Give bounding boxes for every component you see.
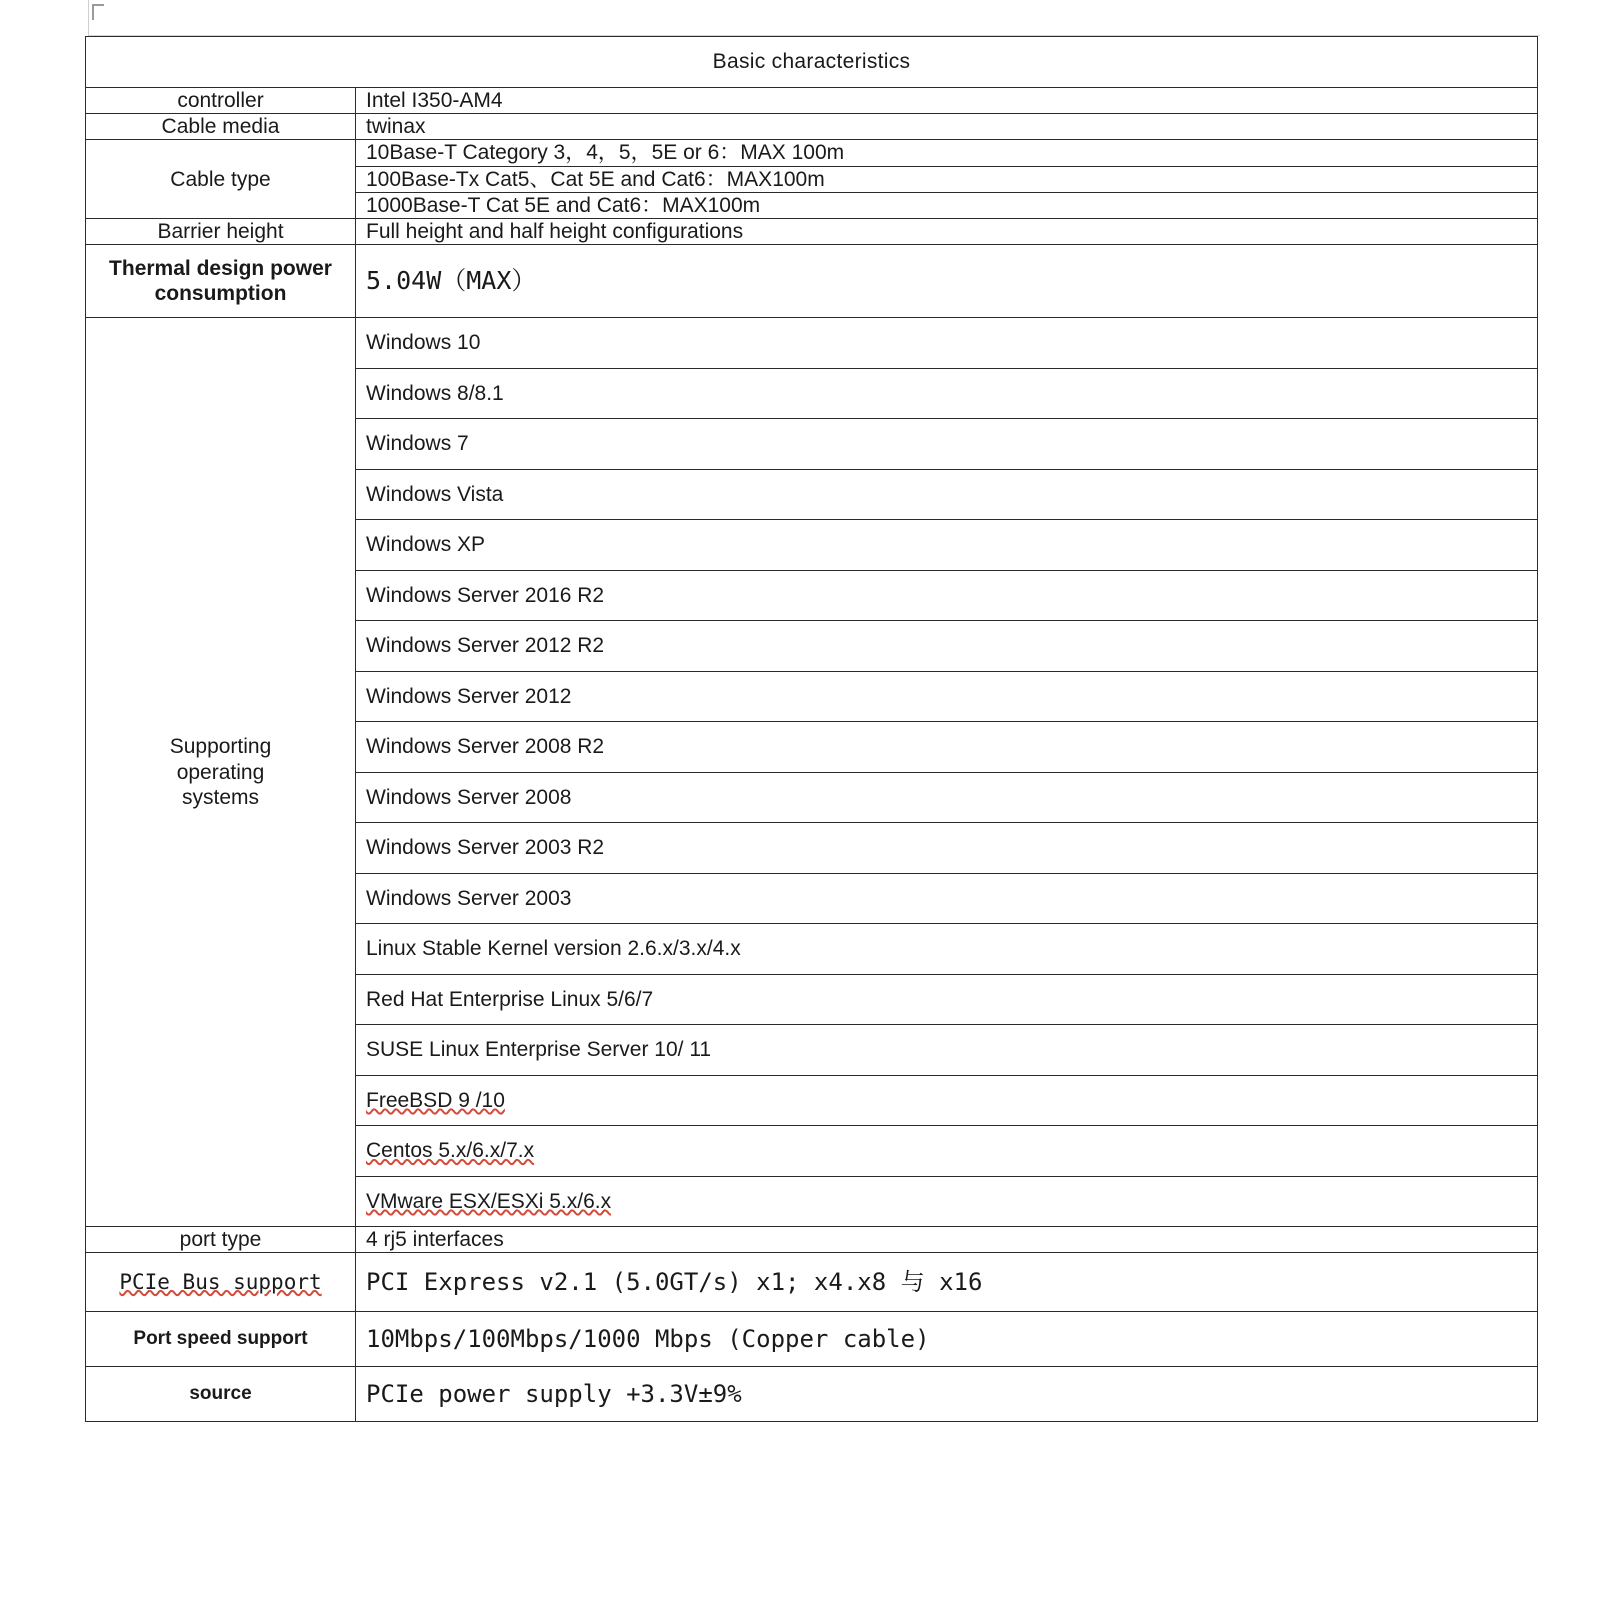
os-item: VMware ESX/ESXi 5.x/6.x [356, 1176, 1538, 1227]
page-top-edge [88, 0, 1540, 36]
os-item: Linux Stable Kernel version 2.6.x/3.x/4.x [356, 924, 1538, 975]
table-row [86, 1227, 1538, 1253]
row-label-barrier-height: Barrier height [86, 218, 356, 244]
os-item: SUSE Linux Enterprise Server 10/ 11 [356, 1025, 1538, 1076]
row-value-cable-media: twinax [356, 114, 1538, 140]
table-row [86, 114, 1538, 140]
row-value-controller: Intel I350-AM4 [356, 88, 1538, 114]
row-label-cable-type: Cable type [86, 140, 356, 219]
row-label-port-type: port type [86, 1227, 356, 1253]
os-item: Windows Server 2008 R2 [356, 722, 1538, 773]
os-label-line-3: systems [181, 785, 259, 809]
row-label-pcie-bus-support: PCIe Bus support [86, 1253, 356, 1312]
os-item: Windows Server 2008 [356, 772, 1538, 823]
row-label-source: source [86, 1367, 356, 1422]
row-value-barrier-height: Full height and half height configurations [356, 218, 1538, 244]
table-row [86, 1253, 1538, 1312]
row-label-port-speed-support: Port speed support [86, 1312, 356, 1367]
row-label-thermal-design-power: Thermal design power consumption [86, 245, 356, 318]
table-row [86, 1367, 1538, 1422]
table-row [86, 318, 1538, 369]
os-label-line-1: Supporting [169, 735, 272, 759]
table-row [86, 245, 1538, 318]
os-item: Windows 8/8.1 [356, 368, 1538, 419]
os-item: FreeBSD 9 /10 [356, 1075, 1538, 1126]
row-value-cable-type-2: 100Base-Tx Cat5、Cat 5E and Cat6：MAX100m [356, 166, 1538, 192]
table-row [86, 1312, 1538, 1367]
os-item: Windows Server 2016 R2 [356, 570, 1538, 621]
table-title-row [86, 37, 1538, 88]
specifications-table [85, 36, 1538, 1422]
os-item: Windows Server 2003 [356, 873, 1538, 924]
row-value-port-type: 4 rj5 interfaces [356, 1227, 1538, 1253]
row-value-cable-type-1: 10Base-T Category 3，4，5，5E or 6：MAX 100m [356, 140, 1538, 166]
os-label-line-2: operating [176, 760, 265, 784]
table-row [86, 218, 1538, 244]
row-label-cable-media: Cable media [86, 114, 356, 140]
os-item: Windows XP [356, 520, 1538, 571]
os-item: Windows Server 2003 R2 [356, 823, 1538, 874]
os-item: Windows Server 2012 [356, 671, 1538, 722]
os-item: Windows Vista [356, 469, 1538, 520]
row-value-pcie-bus-support: PCI Express v2.1 (5.0GT/s) x1; x4.x8 与 x16 [356, 1253, 1538, 1312]
os-item: Centos 5.x/6.x/7.x [356, 1126, 1538, 1177]
table-row [86, 140, 1538, 166]
os-item: Red Hat Enterprise Linux 5/6/7 [356, 974, 1538, 1025]
page-corner-mark [92, 4, 104, 20]
row-label-supporting-os [86, 318, 356, 1227]
row-value-thermal-design-power: 5.04W（MAX） [356, 245, 1538, 318]
os-item: Windows Server 2012 R2 [356, 621, 1538, 672]
table-row [86, 88, 1538, 114]
table-title: Basic characteristics [86, 37, 1538, 88]
row-label-controller: controller [86, 88, 356, 114]
row-value-source: PCIe power supply +3.3V±9% [356, 1367, 1538, 1422]
os-item: Windows 7 [356, 419, 1538, 470]
row-value-port-speed-support: 10Mbps/100Mbps/1000 Mbps (Copper cable) [356, 1312, 1538, 1367]
os-item: Windows 10 [356, 318, 1538, 369]
row-value-cable-type-3: 1000Base-T Cat 5E and Cat6：MAX100m [356, 192, 1538, 218]
